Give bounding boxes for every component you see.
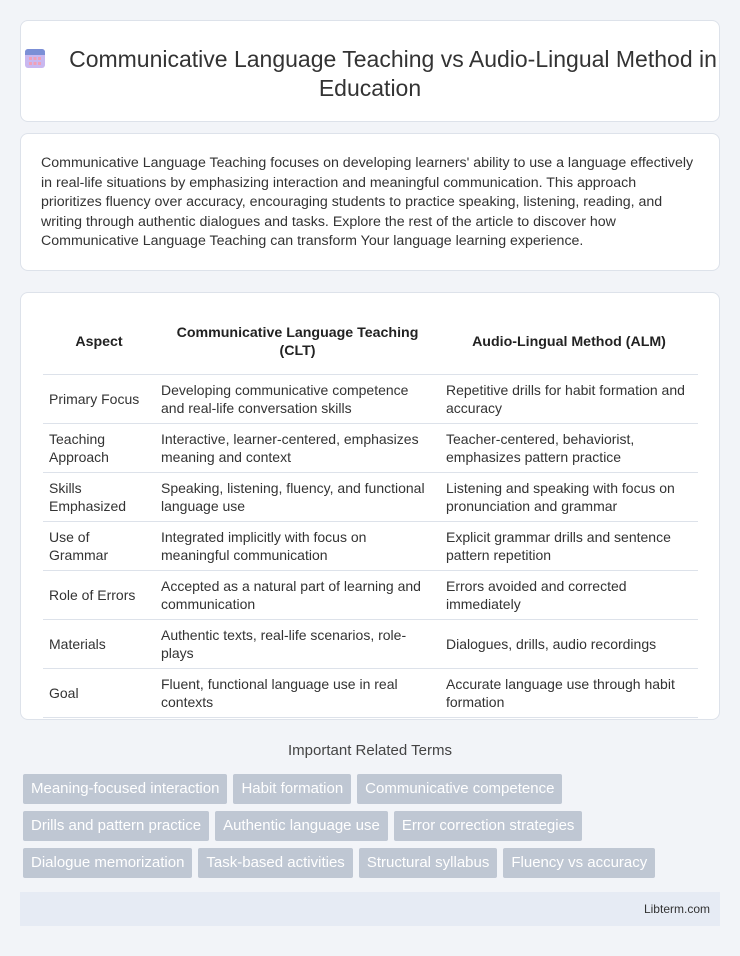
footer-site-link[interactable]: Libterm.com	[643, 902, 710, 916]
alm-cell: Errors avoided and corrected immediately	[440, 570, 698, 619]
related-terms-list	[23, 774, 713, 878]
aspect-cell: Goal	[43, 668, 155, 717]
clt-cell: Fluent, functional language use in real contexts	[155, 668, 440, 717]
page-title-wrap	[21, 45, 719, 103]
comparison-table	[43, 310, 698, 718]
alm-cell: Explicit grammar drills and sentence pattern repetition	[440, 521, 698, 570]
alm-cell: Dialogues, drills, audio recordings	[440, 619, 698, 668]
table-row	[43, 521, 698, 570]
alm-cell: Listening and speaking with focus on pronunciation and grammar	[440, 472, 698, 521]
related-term-tag[interactable]: Fluency vs accuracy	[503, 848, 655, 878]
clt-cell: Authentic texts, real-life scenarios, role-plays	[155, 619, 440, 668]
related-term-tag[interactable]: Habit formation	[233, 774, 351, 804]
aspect-cell: Skills Emphasized	[43, 472, 155, 521]
aspect-cell: Primary Focus	[43, 374, 155, 423]
related-term-tag[interactable]: Communicative competence	[357, 774, 562, 804]
aspect-cell: Role of Errors	[43, 570, 155, 619]
clt-cell: Accepted as a natural part of learning and communication	[155, 570, 440, 619]
alm-cell: Teacher-centered, behaviorist, emphasizes pattern practice	[440, 423, 698, 472]
related-term-tag[interactable]: Structural syllabus	[359, 848, 498, 878]
related-term-tag[interactable]: Drills and pattern practice	[23, 811, 209, 841]
related-term-tag[interactable]: Task-based activities	[198, 848, 352, 878]
aspect-cell: Materials	[43, 619, 155, 668]
table-row	[43, 570, 698, 619]
related-term-tag[interactable]: Authentic language use	[215, 811, 388, 841]
related-term-tag[interactable]: Meaning-focused interaction	[23, 774, 227, 804]
aspect-cell: Teaching Approach	[43, 423, 155, 472]
alm-cell: Repetitive drills for habit formation and accuracy	[440, 374, 698, 423]
comparison-table-card	[20, 292, 720, 720]
clt-cell: Integrated implicitly with focus on meaningful communication	[155, 521, 440, 570]
header-alm: Audio-Lingual Method (ALM)	[472, 333, 666, 350]
intro-card	[20, 133, 720, 271]
related-term-tag[interactable]: Dialogue memorization	[23, 848, 192, 878]
related-terms-heading: Important Related Terms	[288, 742, 452, 759]
calendar-grid-icon	[23, 46, 47, 70]
table-row	[43, 619, 698, 668]
clt-cell: Speaking, listening, fluency, and functional language use	[155, 472, 440, 521]
table-header-row	[43, 310, 698, 374]
header-aspect: Aspect	[75, 333, 123, 350]
table-row	[43, 472, 698, 521]
clt-cell: Interactive, learner-centered, emphasizes meaning and context	[155, 423, 440, 472]
related-term-tag[interactable]: Error correction strategies	[394, 811, 583, 841]
page-title: Communicative Language Teaching vs Audio-Lingual Method in Education	[69, 46, 717, 101]
alm-cell: Accurate language use through habit formation	[440, 668, 698, 717]
table-row	[43, 423, 698, 472]
header-clt: Communicative Language Teaching (CLT)	[176, 324, 419, 359]
aspect-cell: Use of Grammar	[43, 521, 155, 570]
intro-paragraph: Communicative Language Teaching focuses on developing learners' ability to use a language effectively in real-life situations by emphasizing interaction and meaningful communication. This approach prioritizes fluency over accuracy, encouraging students to practice speaking, listening, reading, and writing through authentic dialogues and tasks. Explore the rest of the article to discover how Communicative Language Teaching can transform Your language learning experience.	[41, 155, 694, 250]
clt-cell: Developing communicative competence and real-life conversation skills	[155, 374, 440, 423]
table-row	[43, 668, 698, 717]
footer-bar	[20, 892, 720, 926]
header-card	[20, 20, 720, 122]
table-row	[43, 374, 698, 423]
